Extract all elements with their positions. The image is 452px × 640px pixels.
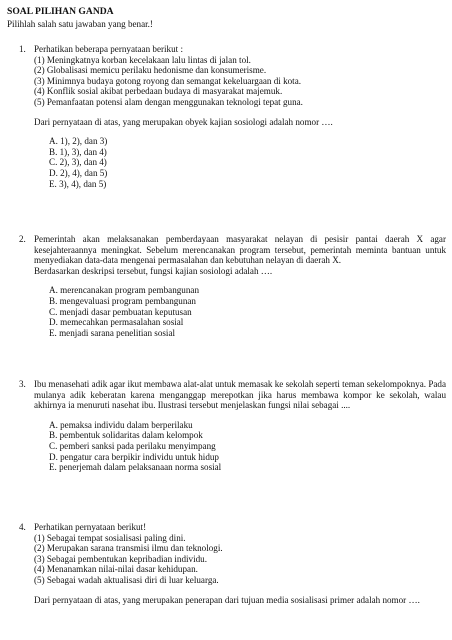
statement: (3) Minimnya budaya gotong royong dan semangat kekeluargaan di kota. <box>34 75 302 86</box>
instruction: Pilihlah salah satu jawaban yang benar.! <box>7 19 153 29</box>
document-title: SOAL PILIHAN GANDA <box>7 6 114 17</box>
statement: (1) Sebagai tempat sosialisasi paling dini. <box>34 532 186 543</box>
question-text: Dari pernyataan di atas, yang merupakan obyek kajian sosiologi adalah nomor …. <box>34 116 333 127</box>
option-list <box>49 420 446 473</box>
answer-option[interactable]: C. 2), 3), dan 4) <box>49 157 107 168</box>
answer-option[interactable]: E. penerjemah dalam pelaksanaan norma sosial <box>49 462 222 473</box>
statement-list <box>34 55 446 108</box>
question-4 <box>19 522 446 605</box>
answer-option[interactable]: E. 3), 4), dan 5) <box>49 178 107 189</box>
answer-option[interactable]: B. pembentuk solidaritas dalam kelompok <box>49 430 203 441</box>
answer-option[interactable]: A. pemaksa individu dalam berperilaku <box>49 419 193 430</box>
question-number: 2. <box>19 234 26 244</box>
statement: (2) Merupakan sarana transmisi ilmu dan teknologi. <box>34 543 223 554</box>
question-intro: Perhatikan pernyataan berikut! <box>34 522 147 532</box>
answer-option[interactable]: D. memecahkan permasalahan sosial <box>49 317 184 328</box>
question-number: 1. <box>19 44 26 54</box>
answer-option[interactable]: C. menjadi dasar pembuatan keputusan <box>49 306 192 317</box>
statement: (5) Pemanfaatan potensi alam dengan menggunakan teknologi tepat guna. <box>34 96 303 107</box>
question-passage: Ibu menasehati adik agar ikut membawa alat-alat untuk memasak ke sekolah seperti teman sekelompoknya. Pada mulanya adik keberatan karena menganggap merepotkan jika harus membawa kompor ke sekolah, walau akhirnya ia menuruti nasehat ibu. Ilustrasi tersebut menjelaskan fungsi nilai sebagai .... <box>34 379 446 411</box>
statement: (5) Sebagai wadah aktualisasi diri di luar keluarga. <box>34 574 219 585</box>
statement: (2) Globalisasi memicu perilaku hedonisme dan konsumerisme. <box>34 65 267 76</box>
option-list <box>49 285 446 338</box>
question-number: 3. <box>19 379 26 389</box>
answer-option[interactable]: B. 1), 3), dan 4) <box>49 146 107 157</box>
option-list <box>49 136 446 189</box>
answer-option[interactable]: B. mengevaluasi program pembangunan <box>49 295 196 306</box>
answer-option[interactable]: A. merencanakan program pembangunan <box>49 285 199 296</box>
question-intro: Perhatikan beberapa pernyataan berikut : <box>34 44 183 54</box>
answer-option[interactable]: E. menjadi sarana penelitian sosial <box>49 327 176 338</box>
question-1 <box>19 44 446 189</box>
statement-list <box>34 533 446 586</box>
statement: (4) Menanamkan nilai-nilai dasar kehidupan. <box>34 564 198 575</box>
statement: (3) Sebagai pembentukan kepribadian individu. <box>34 553 207 564</box>
question-3 <box>19 379 446 473</box>
question-2 <box>19 234 446 338</box>
answer-option[interactable]: A. 1), 2), dan 3) <box>49 136 108 147</box>
statement: (1) Meningkatnya korban kecelakaan lalu lintas di jalan tol. <box>34 54 251 65</box>
question-text: Berdasarkan deskripsi tersebut, fungsi kajian sosiologi adalah …. <box>34 265 273 276</box>
statement: (4) Konflik sosial akibat perbedaan budaya di masyarakat majemuk. <box>34 86 283 97</box>
question-number: 4. <box>19 522 26 532</box>
question-text: Dari pernyataan di atas, yang merupakan penerapan dari tujuan media sosialisasi primer adalah nomor …. <box>34 594 420 605</box>
answer-option[interactable]: C. pemberi sanksi pada perilaku menyimpang <box>49 440 216 451</box>
answer-option[interactable]: D. pengatur cara berpikir individu untuk hidup <box>49 451 219 462</box>
question-passage: Pemerintah akan melaksanakan pemberdayaan masyarakat nelayan di pesisir pantai daerah X agar kesejahteraannya meningkat. Sebelum merencanakan program tersebut, pemerintah meminta bantuan untuk menyediakan data-data mengenai permasalahan dan kebutuhan nelayan di daerah X. <box>34 234 446 266</box>
answer-option[interactable]: D. 2), 4), dan 5) <box>49 167 108 178</box>
